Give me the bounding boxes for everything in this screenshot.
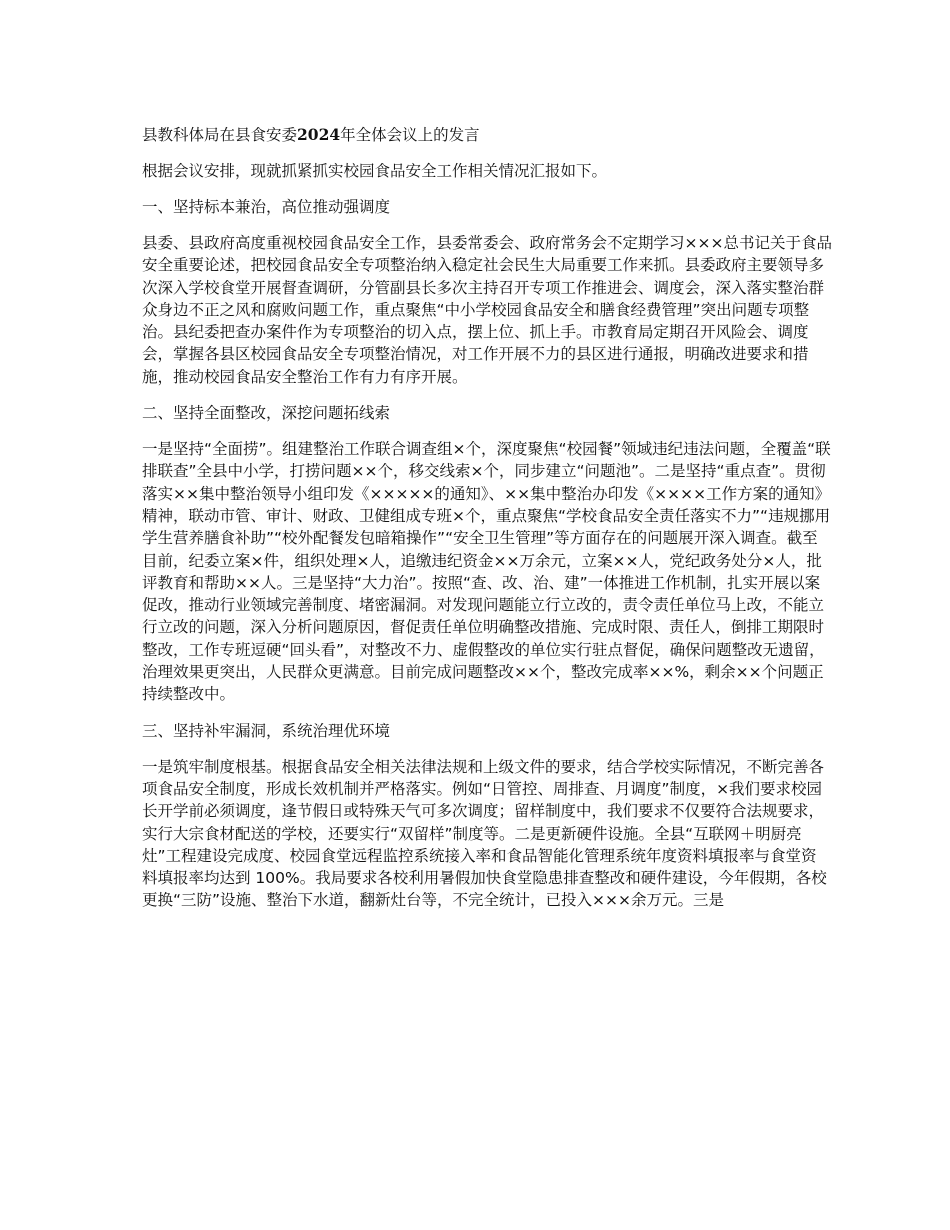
section-body-2: 一是坚持“全面捞”。组建整治工作联合调查组×个，深度聚焦“校园餐”领域违纪违法问题，全覆盖“联排联查”全县中小学，打捞问题××个，移交线索×个，同步建立“问题池”。二是坚持“重点查”。贯彻落实××集中整治领导小组印发《×××××的通知》、××集中整治办印发《××××工作方案的通知》精神，联动市管、审计、财政、卫健组成专班×个，重点聚焦“学校食品安全责任落实不力”“违规挪用学生营养膳食补助”“校外配餐发包暗箱操作”“安全卫生管理”等方面存在的问题展开深入调查。截至目前，纪委立案×件，组织处理×人，追缴违纪资金××万余元，立案××人，党纪政务处分×人，批评教育和帮助××人。三是坚持“大力治”。按照“查、改、治、建”一体推进工作机制，扎实开展以案促改，推动行业领域完善制度、堵密漏洞。对发现问题能立行立改的，责令责任单位马上改，不能立行立改的问题，深入分析问题原因，督促责任单位明确整改措施、完成时限、责任人，倒排工期限时整改，工作专班逗硬“回头看”，对整改不力、虚假整改的单位实行驻点督促，确保问题整改无遗留，治理效果更突出，人民群众更满意。目前完成问题整改××个，整改完成率××%，剩余××个问题正持续整改中。 [142,440,831,704]
intro-paragraph: 根据会议安排，现就抓紧抓实校园食品安全工作相关情况汇报如下。 [142,162,608,180]
section-heading-1: 一、坚持标本兼治，高位推动强调度 [142,198,391,216]
title-suffix: 年全体会议上的发言 [340,126,480,144]
title-year: 2024 [297,125,341,144]
section-heading-3: 三、坚持补牢漏洞，系统治理优环境 [142,721,391,740]
section-body-1: 县委、县政府高度重视校园食品安全工作，县委常委会、政府常务会不定期学习×××总书记关于食品安全重要论述，把校园食品安全专项整治纳入稳定社会民生大局重要工作来抓。县委政府主要领导多次深入学校食堂开展督查调研，分管副县长多次主持召开专项工作推进会、调度会，深入落实整治群众身边不正之风和腐败问题工作，重点聚焦“中小学校园食品安全和膳食经费管理”突出问题专项整治。县纪委把查办案件作为专项整治的切入点，摆上位、抓上手。市教育局定期召开风险会、调度会，掌握各县区校园食品安全专项整治情况，对工作开展不力的县区进行通报，明确改进要求和措施，推动校园食品安全整治工作有力有序开展。 [142,234,832,386]
document-page [142,124,832,926]
document-title [142,124,832,146]
title-prefix: 县教科体局在县食安委 [142,126,298,144]
section-heading-2: 二、坚持全面整改，深挖问题拓线索 [142,404,391,423]
section-body-3: 一是筑牢制度根基。根据食品安全相关法律法规和上级文件的要求，结合学校实际情况，不断完善各项食品安全制度，形成长效机制并严格落实。例如“日管控、周排查、月调度”制度，×我们要求校园长开学前必须调度，逢节假日或特殊天气可多次调度；留样制度中，我们要求不仅要符合法规要求，实行大宗食材配送的学校，还要实行“双留样”制度等。二是更新硬件设施。全县“互联网＋明厨亮灶”工程建设完成度、校园食堂远程监控系统接入率和食品智能化管理系统年度资料填报率与食堂资料填报率均达到 100%。我局要求各校利用暑假加快食堂隐患排查整改和硬件建设，今年假期，各校更换“三防”设施、整治下水道，翻新灶台等，不完全统计，已投入×××余万元。三是 [142,757,827,910]
